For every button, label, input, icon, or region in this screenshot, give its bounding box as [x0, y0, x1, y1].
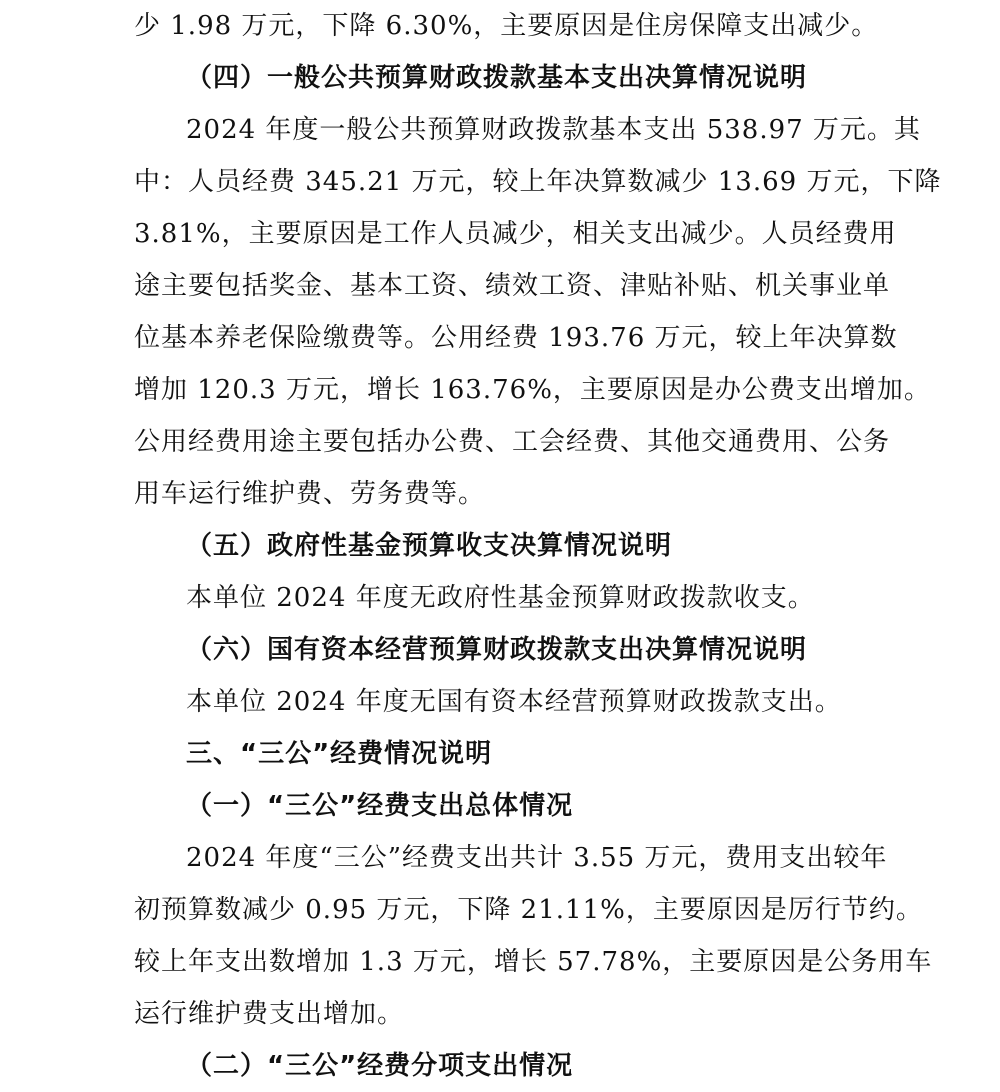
body-text-line: 途主要包括奖金、基本工资、绩效工资、津贴补贴、机关事业单: [134, 271, 891, 301]
section-heading: （二）“三公”经费分项支出情况: [186, 1051, 574, 1081]
body-text-line: 2024 年度一般公共预算财政拨款基本支出 538.97 万元。其: [186, 115, 921, 145]
section-heading: （六）国有资本经营预算财政拨款支出决算情况说明: [186, 635, 808, 665]
major-section-heading: 三、“三公”经费情况说明: [186, 739, 493, 769]
body-text-line: 3.81%，主要原因是工作人员减少，相关支出减少。人员经费用: [134, 219, 897, 249]
body-text-line: 中：人员经费 345.21 万元，较上年决算数减少 13.69 万元，下降: [134, 167, 942, 197]
body-text-line: 本单位 2024 年度无国有资本经营预算财政拨款支出。: [186, 687, 842, 717]
section-heading: （四）一般公共预算财政拨款基本支出决算情况说明: [186, 63, 808, 93]
body-text-line: 少 1.98 万元，下降 6.30%，主要原因是住房保障支出减少。: [134, 11, 879, 41]
section-heading: （一）“三公”经费支出总体情况: [186, 791, 574, 821]
body-text-line: 公用经费用途主要包括办公费、工会经费、其他交通费用、公务: [134, 427, 891, 457]
body-text-line: 位基本养老保险缴费等。公用经费 193.76 万元，较上年决算数: [134, 323, 898, 353]
body-text-line: 2024 年度“三公”经费支出共计 3.55 万元，费用支出较年: [186, 843, 888, 873]
section-heading: （五）政府性基金预算收支决算情况说明: [186, 531, 673, 561]
body-text-line: 本单位 2024 年度无政府性基金预算财政拨款收支。: [186, 583, 815, 613]
body-text-line: 用车运行维护费、劳务费等。: [134, 479, 486, 509]
body-text-line: 初预算数减少 0.95 万元，下降 21.11%，主要原因是厉行节约。: [134, 895, 923, 925]
body-text-line: 增加 120.3 万元，增长 163.76%，主要原因是办公费支出增加。: [134, 375, 931, 405]
body-text-line: 较上年支出数增加 1.3 万元，增长 57.78%，主要原因是公务用车: [134, 947, 933, 977]
body-text-line: 运行维护费支出增加。: [134, 999, 405, 1029]
